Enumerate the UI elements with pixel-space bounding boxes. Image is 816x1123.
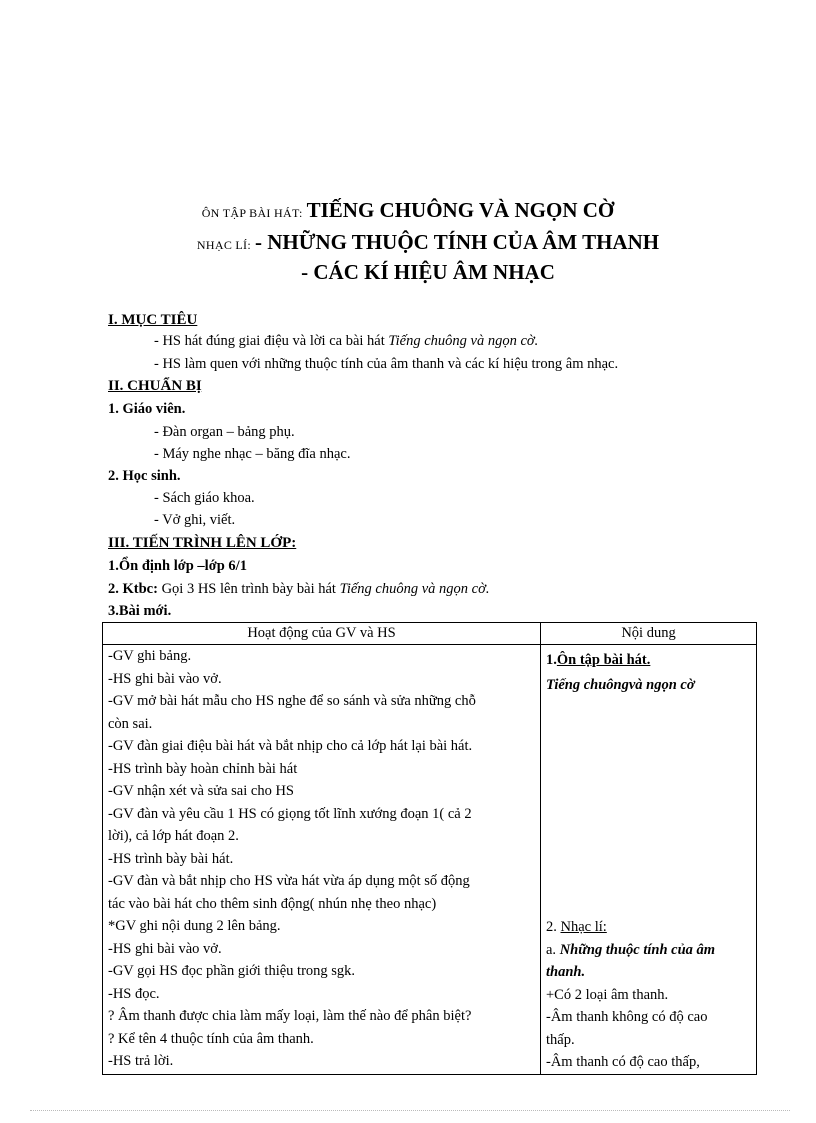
content-sub-prefix: a. xyxy=(546,941,560,958)
content-song-name: Tiếng chuôngvà ngọn cờ xyxy=(546,676,695,693)
lesson-title-line-2 xyxy=(0,230,816,255)
content-theory-number: 2. xyxy=(546,919,561,935)
objective-item-1-song: Tiếng chuông và ngọn cờ. xyxy=(388,333,539,349)
check-text: Gọi 3 HS lên trình bày bài hát xyxy=(157,581,340,597)
content-theory-subheading xyxy=(546,939,751,962)
activity-line: -HS trình bày bài hát. xyxy=(108,850,234,867)
content-review-label: Ôn tập bài hát. xyxy=(556,652,651,668)
activity-line: -GV đàn và bắt nhịp cho HS vừa hát vừa áp dụng một số động xyxy=(108,873,470,889)
student-heading: 2. Học sinh. xyxy=(108,468,181,484)
activity-column xyxy=(103,645,541,1075)
teacher-item-2: - Máy nghe nhạc – băng đĩa nhạc. xyxy=(154,446,351,462)
content-line: +Có 2 loại âm thanh. xyxy=(546,986,669,1003)
content-spacer xyxy=(546,696,751,916)
music-theory-label: NHẠC LÍ: xyxy=(196,238,251,252)
activity-line: -HS trình bày hoàn chỉnh bài hát xyxy=(108,760,298,777)
page-bottom-divider xyxy=(30,1110,790,1111)
content-theory-label: Nhạc lí: xyxy=(560,919,607,935)
step-check-old-lesson xyxy=(108,581,489,598)
content-theory-heading xyxy=(546,916,751,939)
section-objectives-heading: I. MỤC TIÊU xyxy=(108,312,198,328)
activity-line: -GV nhận xét và sửa sai cho HS xyxy=(108,783,294,799)
teacher-item-1: - Đàn organ – bảng phụ. xyxy=(154,424,295,440)
activity-line: tác vào bài hát cho thêm sinh động( nhún nhẹ theo nhạc) xyxy=(108,895,437,912)
activity-line: ? Kể tên 4 thuộc tính của âm thanh. xyxy=(108,1030,314,1047)
activity-line: -GV đàn và yêu cầu 1 HS có giọng tốt lĩnh xướng đoạn 1( cả 2 xyxy=(108,805,472,822)
content-review-number: 1. xyxy=(546,652,557,668)
student-item-2: - Vở ghi, viết. xyxy=(154,512,236,528)
lesson-title-line-1 xyxy=(0,198,816,223)
table-header-row xyxy=(103,623,757,645)
step-class-stabilize: 1.Ổn định lớp –lớp 6/1 xyxy=(108,558,247,574)
activity-line: -GV gọi HS đọc phần giới thiệu trong sgk. xyxy=(108,963,356,979)
activity-line: còn sai. xyxy=(108,715,153,732)
song-title: TIẾNG CHUÔNG VÀ NGỌN CỜ xyxy=(306,198,615,222)
table-body-row xyxy=(103,645,757,1075)
activity-line: -HS ghi bài vào vở. xyxy=(108,670,222,687)
objective-item-2: - HS làm quen với những thuộc tính của âm thanh và các kí hiệu trong âm nhạc. xyxy=(154,356,619,372)
activity-line: *GV ghi nội dung 2 lên bảng. xyxy=(108,918,281,934)
content-sub-title-1: Những thuộc tính của âm xyxy=(559,941,716,958)
check-song: Tiếng chuông và ngọn cờ. xyxy=(339,581,490,597)
objective-item-1-text: - HS hát đúng giai điệu và lời ca bài hát xyxy=(154,333,389,349)
content-line: thấp. xyxy=(546,1031,575,1048)
objective-item-1 xyxy=(154,333,538,350)
activity-line: -HS đọc. xyxy=(108,985,160,1002)
theory-topic-2: - CÁC KÍ HIỆU ÂM NHẠC xyxy=(301,260,555,284)
content-sub-title-2: thanh. xyxy=(546,964,586,980)
activity-line: -HS ghi bài vào vở. xyxy=(108,940,222,957)
student-item-1: - Sách giáo khoa. xyxy=(154,490,255,506)
lesson-activity-table xyxy=(102,622,757,1075)
table-header-content: Nội dung xyxy=(541,623,757,645)
activity-line: -GV ghi bảng. xyxy=(108,648,192,664)
step-new-lesson: 3.Bài mới. xyxy=(108,603,172,619)
activity-line: -GV mở bài hát mẫu cho HS nghe để so sánh và sửa những chỗ xyxy=(108,693,476,709)
check-label: 2. Ktbc: xyxy=(108,581,158,597)
teacher-heading: 1. Giáo viên. xyxy=(108,401,186,417)
review-song-label: ÔN TẬP BÀI HÁT: xyxy=(201,206,303,220)
activity-line: -HS trả lời. xyxy=(108,1053,174,1069)
section-procedure-heading: III. TIẾN TRÌNH LÊN LỚP: xyxy=(108,535,297,551)
table-header-activities: Hoạt động của GV và HS xyxy=(103,623,541,645)
content-column xyxy=(541,645,757,1075)
activity-line: lời), cả lớp hát đoạn 2. xyxy=(108,828,239,844)
lesson-title-line-3 xyxy=(0,260,816,285)
activity-line: -GV đàn giai điệu bài hát và bắt nhịp cho cả lớp hát lại bài hát. xyxy=(108,738,473,754)
content-line: -Âm thanh không có độ cao xyxy=(546,1009,708,1025)
content-review-heading xyxy=(546,649,751,672)
theory-topic-1: - NHỮNG THUỘC TÍNH CỦA ÂM THANH xyxy=(254,230,660,254)
content-line: -Âm thanh có độ cao thấp, xyxy=(546,1054,700,1070)
activity-line: ? Âm thanh được chia làm mấy loại, làm thế nào để phân biệt? xyxy=(108,1008,472,1024)
section-preparation-heading: II. CHUẨN BỊ xyxy=(108,378,202,394)
